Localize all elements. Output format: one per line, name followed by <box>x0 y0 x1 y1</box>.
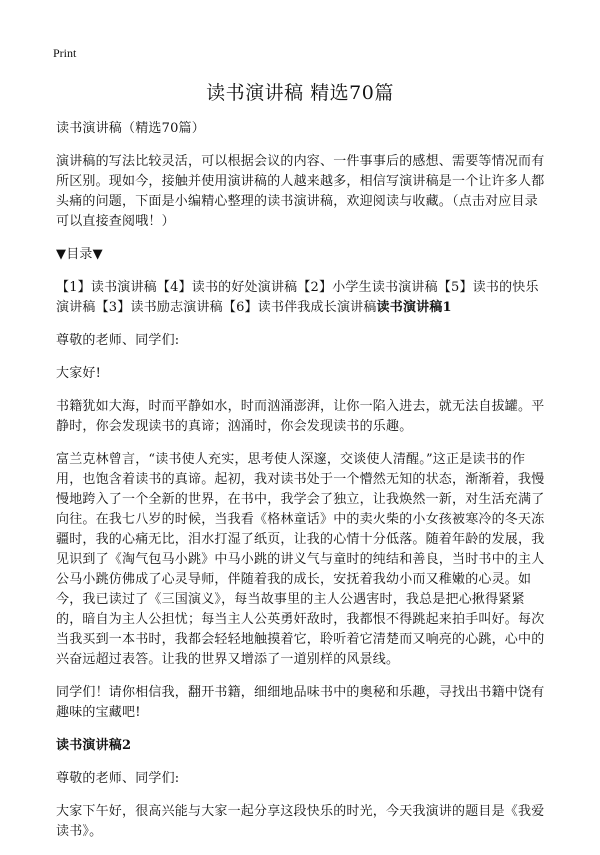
toc-entries[interactable]: 【1】读书演讲稿【4】读书的好处演讲稿【2】小学生读书演讲稿【5】读书的快乐演讲稿【3】读书励志演讲稿【6】读书伴我成长演讲稿 <box>56 280 539 315</box>
print-label: Print <box>53 46 77 60</box>
paragraph-3: 同学们！请你相信我，翻开书籍，细细地品味书中的奥秘和乐趣，寻找出书籍中饶有趣味的宝藏吧! <box>56 685 545 720</box>
paragraph-4: 大家下午好，很高兴能与大家一起分享这段快乐的时光，今天我演讲的题目是《我爱读书》。 <box>56 804 545 839</box>
toc-links <box>56 278 551 318</box>
document-body <box>56 119 551 855</box>
paragraph-2: 富兰克林曾言，“读书使人充实，思考使人深邃，交谈使人清醒。”这正是读书的作用，也饱含着读书的真谛。起初，我对读书处于一个懵然无知的状态，渐渐着，我慢慢地跨入了一个全新的世界，在书中，我学会了独立，让我焕然一新，对生活充满了向往。在我七八岁的时候，当我看《格林童话》中的卖火柴的小女孩被寒冷的冬天冻疆时，我的心痛无比，泪水打湿了纸页，让我的心情十分低落。随着年龄的发展，我见识到了《淘气包马小跳》中马小跳的讲义气与童时的纯结和善良，当时书中的主人公马小跳仿佛成了心灵导师，伴随着我的成长，安抚着我幼小而又稚嫩的心灵。如今，我已读过了《三国演义》，每当故事里的主人公遇害时，我总是把心揪得紧紧的，暗自为主人公担忧；每当主人公英勇奸敌时，我都恨不得跳起来拍手叫好。每次当我买到一本书时，我都会轻轻地触摸着它，聆听着它清楚而又响亮的心跳，心中的兴奋远超过表答。让我的世界又增添了一道别样的风景线。 <box>56 452 545 667</box>
section-heading-1: 读书演讲稿1 <box>376 300 452 315</box>
paragraph-1: 书籍犹如大海，时而平静如水，时而汹涌澎湃，让你一陷入进去，就无法自拔罐。平静时，你会发现读书的真谛；汹涌时，你会发现读书的乐趣。 <box>56 399 545 434</box>
greeting-1: 尊敬的老师、同学们: <box>56 333 180 348</box>
toc-label: ▼目录▼ <box>56 247 103 262</box>
intro-paragraph: 演讲稿的写法比较灵活，可以根据会议的内容、一件事事后的感想、需要等情况而有所区别。现如今，接触并使用演讲稿的人越来越多，相信写演讲稿是一个让许多人都头痛的问题，下面是小编精心整理的读书演讲稿，欢迎阅读与收藏。（点击对应目录可以直接查阅哦！） <box>56 154 545 229</box>
greeting-2: 尊敬的老师、同学们: <box>56 771 180 786</box>
section-heading-2: 读书演讲稿2 <box>56 738 132 753</box>
page-title: 读书演讲稿 精选70篇 <box>206 82 394 104</box>
hello-1: 大家好! <box>56 366 102 381</box>
subtitle: 读书演讲稿（精选70篇） <box>56 121 205 136</box>
